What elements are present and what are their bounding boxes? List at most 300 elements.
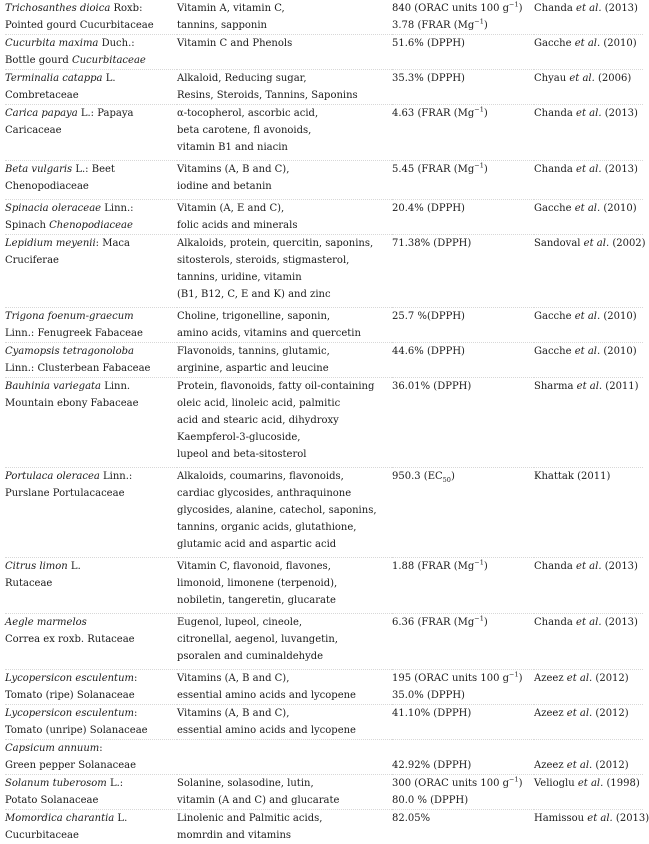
compound-line: cardiac glycosides, anthraquinone <box>177 485 392 502</box>
compound-line: essential amino acids and lycopene <box>177 722 392 739</box>
species-text: L.: <box>107 778 123 789</box>
activity-cell <box>392 558 534 614</box>
compound-line: Vitamin C, flavonoid, flavones, <box>177 558 392 575</box>
compound-line: sitosterols, steroids, stigmasterol, <box>177 252 392 269</box>
reference-cell <box>534 468 643 558</box>
species-line <box>5 468 177 485</box>
species-line <box>5 485 177 502</box>
species-cell <box>5 343 177 378</box>
compound-line: lupeol and beta-sitosterol <box>177 446 392 463</box>
species-cell <box>5 70 177 105</box>
reference-text: Gacche <box>534 38 575 49</box>
et-al: et al. <box>567 760 592 771</box>
reference-text: Azeez <box>534 760 567 771</box>
species-name: Lycopersicon esculentum <box>5 673 134 684</box>
et-al: et al. <box>576 617 601 628</box>
species-line <box>5 827 177 844</box>
activity-text: 1.88 (FRAR (Mg <box>392 561 474 572</box>
activity-line <box>392 200 534 217</box>
activity-line <box>392 740 534 757</box>
activity-text: ) <box>484 561 488 572</box>
activity-line <box>392 378 534 395</box>
superscript: −1 <box>474 18 484 26</box>
compounds-cell <box>177 558 392 614</box>
activity-text: 35.0% (DPPH) <box>392 690 465 701</box>
reference-text: Azeez <box>534 673 567 684</box>
species-cell <box>5 670 177 705</box>
species-line <box>5 558 177 575</box>
table-row <box>5 740 643 775</box>
species-text: L. <box>68 561 81 572</box>
compound-line: Flavonoids, tannins, glutamic, <box>177 343 392 360</box>
species-cell <box>5 775 177 810</box>
species-text: Linn.: <box>100 471 132 482</box>
reference-line <box>534 757 643 774</box>
species-text: Cruciferae <box>5 255 59 266</box>
reference-text: (2010) <box>600 38 636 49</box>
reference-text: Chanda <box>534 561 576 572</box>
activity-line <box>392 792 534 809</box>
species-line <box>5 308 177 325</box>
compound-line: momrdin and vitamins <box>177 827 392 844</box>
reference-line <box>534 705 643 722</box>
reference-line <box>534 105 643 122</box>
species-line <box>5 740 177 757</box>
compound-line: Alkaloids, coumarins, flavonoids, <box>177 468 392 485</box>
reference-cell <box>534 0 643 35</box>
compounds-cell <box>177 670 392 705</box>
species-name: Solanum tuberosom <box>5 778 107 789</box>
activity-cell <box>392 468 534 558</box>
compound-line: essential amino acids and lycopene <box>177 687 392 704</box>
species-cell <box>5 378 177 468</box>
species-name: Momordica charantia <box>5 813 114 824</box>
activity-line <box>392 614 534 631</box>
compound-line: α-tocopherol, ascorbic acid, <box>177 105 392 122</box>
species-text: : <box>134 708 137 719</box>
reference-line <box>534 468 643 485</box>
species-line <box>5 614 177 631</box>
species-text: Purslane Portulacaceae <box>5 488 124 499</box>
compounds-cell <box>177 105 392 161</box>
species-line <box>5 395 177 412</box>
compound-line: Solanine, solasodine, lutin, <box>177 775 392 792</box>
et-al: et al. <box>575 311 600 322</box>
species-text: Green pepper Solanaceae <box>5 760 136 771</box>
reference-text: (2012) <box>592 760 628 771</box>
species-line <box>5 0 177 17</box>
species-name: Carica papaya <box>5 108 78 119</box>
activity-cell <box>392 705 534 740</box>
reference-text: Gacche <box>534 311 575 322</box>
species-name: Citrus limon <box>5 561 68 572</box>
superscript: −1 <box>474 106 484 114</box>
species-line <box>5 17 177 34</box>
superscript: −1 <box>474 615 484 623</box>
reference-text: Sandoval <box>534 238 584 249</box>
activity-cell <box>392 343 534 378</box>
species-name: Cucurbita maxima <box>5 38 98 49</box>
table-row <box>5 810 643 844</box>
compound-line: (B1, B12, C, E and K) and zinc <box>177 286 392 303</box>
activity-line <box>392 810 534 827</box>
activity-cell <box>392 378 534 468</box>
species-line <box>5 775 177 792</box>
compound-line: tannins, organic acids, glutathione, <box>177 519 392 536</box>
compound-line: arginine, aspartic and leucine <box>177 360 392 377</box>
activity-text: ) <box>484 108 488 119</box>
activity-text: 20.4% (DPPH) <box>392 203 465 214</box>
activity-line <box>392 757 534 774</box>
activity-cell <box>392 235 534 308</box>
compounds-cell <box>177 35 392 70</box>
activity-text: 25.7 %(DPPH) <box>392 311 465 322</box>
antioxidant-table <box>5 0 643 844</box>
species-text: L. <box>114 813 127 824</box>
species-text: Combretaceae <box>5 90 79 101</box>
reference-text: Sharma <box>534 381 577 392</box>
activity-text: 5.45 (FRAR (Mg <box>392 164 474 175</box>
compounds-cell <box>177 343 392 378</box>
species-cell <box>5 468 177 558</box>
compounds-cell <box>177 308 392 343</box>
table-row <box>5 200 643 235</box>
reference-text: Chanda <box>534 617 576 628</box>
reference-line <box>534 614 643 631</box>
species-cell <box>5 161 177 200</box>
et-al: et al. <box>576 108 601 119</box>
species-cell <box>5 200 177 235</box>
compounds-cell <box>177 740 392 775</box>
compound-line: vitamin (A and C) and glucarate <box>177 792 392 809</box>
activity-text: 51.6% (DPPH) <box>392 38 465 49</box>
reference-cell <box>534 614 643 670</box>
reference-cell <box>534 775 643 810</box>
reference-cell <box>534 740 643 775</box>
activity-line <box>392 0 534 17</box>
species-text: Mountain ebony Fabaceae <box>5 398 139 409</box>
species-text: Rutaceae <box>5 578 52 589</box>
activity-text: 36.01% (DPPH) <box>392 381 471 392</box>
compound-line: acid and stearic acid, dihydroxy <box>177 412 392 429</box>
species-line <box>5 343 177 360</box>
activity-text: 42.92% (DPPH) <box>392 760 471 771</box>
activity-line <box>392 161 534 178</box>
species-line <box>5 70 177 87</box>
compounds-cell <box>177 775 392 810</box>
table-row <box>5 0 643 35</box>
activity-cell <box>392 614 534 670</box>
activity-line <box>392 670 534 687</box>
table-row <box>5 235 643 308</box>
species-line <box>5 575 177 592</box>
reference-text: Gacche <box>534 203 575 214</box>
activity-line <box>392 558 534 575</box>
et-al: et al. <box>569 73 594 84</box>
species-cell <box>5 558 177 614</box>
species-line <box>5 687 177 704</box>
reference-cell <box>534 200 643 235</box>
activity-cell <box>392 0 534 35</box>
table-body <box>5 0 643 844</box>
species-cell <box>5 740 177 775</box>
et-al: et al. <box>587 813 612 824</box>
compound-line: tannins, uridine, vitamin <box>177 269 392 286</box>
compound-line: folic acids and minerals <box>177 217 392 234</box>
compounds-cell <box>177 468 392 558</box>
reference-cell <box>534 343 643 378</box>
species-name: Lepidium meyenii <box>5 238 96 249</box>
species-text: Correa ex roxb. Rutaceae <box>5 634 135 645</box>
species-name: Cucurbitaceae <box>72 55 146 66</box>
reference-text: Chanda <box>534 164 576 175</box>
compounds-cell <box>177 200 392 235</box>
species-name: Aegle marmelos <box>5 617 87 628</box>
species-text: Chenopodiaceae <box>5 181 89 192</box>
species-text: Potato Solanaceae <box>5 795 98 806</box>
activity-line <box>392 308 534 325</box>
activity-text: 840 (ORAC units 100 g <box>392 3 509 14</box>
activity-text: 80.0 % (DPPH) <box>392 795 468 806</box>
reference-line <box>534 775 643 792</box>
reference-line <box>534 558 643 575</box>
et-al: et al. <box>577 381 602 392</box>
activity-cell <box>392 308 534 343</box>
species-text: : <box>134 673 137 684</box>
reference-text: (2013) <box>613 813 649 824</box>
reference-text: Velioglu <box>534 778 578 789</box>
activity-line <box>392 235 534 252</box>
species-text: Linn.: <box>101 203 133 214</box>
species-text: L.: Beet <box>72 164 115 175</box>
species-line <box>5 810 177 827</box>
species-text: L.: Papaya <box>78 108 134 119</box>
activity-cell <box>392 775 534 810</box>
activity-text: 35.3% (DPPH) <box>392 73 465 84</box>
reference-cell <box>534 235 643 308</box>
activity-text: ) <box>519 3 523 14</box>
species-text: : Maca <box>96 238 130 249</box>
reference-text: Khattak (2011) <box>534 471 610 482</box>
reference-cell <box>534 308 643 343</box>
species-name: Capsicum annuum <box>5 743 99 754</box>
species-cell <box>5 308 177 343</box>
compound-line: oleic acid, linoleic acid, palmitic <box>177 395 392 412</box>
species-name: Lycopersicon esculentum <box>5 708 134 719</box>
species-line <box>5 757 177 774</box>
species-line <box>5 705 177 722</box>
activity-text: 44.6% (DPPH) <box>392 346 465 357</box>
reference-line <box>534 35 643 52</box>
compound-line: Choline, trigonelline, saponin, <box>177 308 392 325</box>
reference-text: (2002) <box>609 238 645 249</box>
compound-line: Vitamins (A, B and C), <box>177 670 392 687</box>
table-row <box>5 70 643 105</box>
species-name: Beta vulgaris <box>5 164 72 175</box>
compound-line: limonoid, limonene (terpenoid), <box>177 575 392 592</box>
compounds-cell <box>177 614 392 670</box>
compound-line: Protein, flavonoids, fatty oil-containing <box>177 378 392 395</box>
table-row <box>5 558 643 614</box>
activity-text: 6.36 (FRAR (Mg <box>392 617 474 628</box>
species-text: Pointed gourd Cucurbitaceae <box>5 20 154 31</box>
et-al: et al. <box>567 673 592 684</box>
reference-text: (2012) <box>592 708 628 719</box>
activity-text: 195 (ORAC units 100 g <box>392 673 509 684</box>
species-cell <box>5 235 177 308</box>
activity-text: ) <box>519 673 523 684</box>
reference-line <box>534 161 643 178</box>
compounds-cell <box>177 705 392 740</box>
activity-line <box>392 468 534 485</box>
activity-cell <box>392 740 534 775</box>
activity-cell <box>392 810 534 844</box>
compound-line: psoralen and cuminaldehyde <box>177 648 392 665</box>
reference-text: Hamissou <box>534 813 587 824</box>
compound-line: beta carotene, fl avonoids, <box>177 122 392 139</box>
reference-text: (2010) <box>600 203 636 214</box>
compound-line: Vitamin C and Phenols <box>177 35 392 52</box>
activity-text: ) <box>484 617 488 628</box>
species-text: Caricaceae <box>5 125 62 136</box>
table-row <box>5 614 643 670</box>
reference-text: (2013) <box>602 617 638 628</box>
species-text: Linn.: Clusterbean Fabaceae <box>5 363 150 374</box>
compound-line: iodine and betanin <box>177 178 392 195</box>
compounds-cell <box>177 161 392 200</box>
et-al: et al. <box>584 238 609 249</box>
table-row <box>5 670 643 705</box>
species-line <box>5 161 177 178</box>
activity-text: ) <box>484 20 488 31</box>
species-cell <box>5 614 177 670</box>
species-line <box>5 200 177 217</box>
table-row <box>5 468 643 558</box>
superscript: −1 <box>509 776 519 784</box>
reference-cell <box>534 70 643 105</box>
activity-line <box>392 705 534 722</box>
species-line <box>5 360 177 377</box>
reference-text: Azeez <box>534 708 567 719</box>
species-text: Spinach <box>5 220 49 231</box>
reference-text: (1998) <box>603 778 639 789</box>
activity-text: ) <box>484 164 488 175</box>
species-line <box>5 35 177 52</box>
species-cell <box>5 105 177 161</box>
species-line <box>5 235 177 252</box>
superscript: −1 <box>509 671 519 679</box>
et-al: et al. <box>578 778 603 789</box>
species-name: Terminalia catappa <box>5 73 103 84</box>
reference-line <box>534 343 643 360</box>
species-line <box>5 792 177 809</box>
superscript: −1 <box>474 162 484 170</box>
reference-line <box>534 200 643 217</box>
activity-text: 950.3 (EC <box>392 471 443 482</box>
reference-text: (2013) <box>602 3 638 14</box>
compound-line: Vitamins (A, B and C), <box>177 161 392 178</box>
species-line <box>5 252 177 269</box>
reference-line <box>534 378 643 395</box>
species-name: Bauhinia variegata <box>5 381 101 392</box>
compound-line: Eugenol, lupeol, cineole, <box>177 614 392 631</box>
table-row <box>5 161 643 200</box>
compound-line: nobiletin, tangeretin, glucarate <box>177 592 392 609</box>
table-row <box>5 308 643 343</box>
species-line <box>5 217 177 234</box>
species-text: Cucurbitaceae <box>5 830 79 841</box>
species-line <box>5 52 177 69</box>
reference-text: (2010) <box>600 346 636 357</box>
table-row <box>5 105 643 161</box>
species-cell <box>5 0 177 35</box>
compound-line: citronellal, aegenol, luvangetin, <box>177 631 392 648</box>
activity-line <box>392 775 534 792</box>
species-name: Trigona foenum-graecum <box>5 311 134 322</box>
activity-cell <box>392 35 534 70</box>
species-text: Duch.: <box>98 38 134 49</box>
et-al: et al. <box>575 346 600 357</box>
species-name: Portulaca oleracea <box>5 471 100 482</box>
compound-line: Resins, Steroids, Tannins, Saponins <box>177 87 392 104</box>
species-text: Roxb: <box>110 3 142 14</box>
species-line <box>5 722 177 739</box>
reference-text: (2013) <box>602 164 638 175</box>
reference-line <box>534 308 643 325</box>
species-cell <box>5 810 177 844</box>
et-al: et al. <box>575 203 600 214</box>
species-text: : <box>99 743 102 754</box>
reference-text: (2012) <box>592 673 628 684</box>
subscript: 50 <box>443 476 451 484</box>
compound-line: Linolenic and Palmitic acids, <box>177 810 392 827</box>
compound-line: Vitamins (A, B and C), <box>177 705 392 722</box>
compounds-cell <box>177 378 392 468</box>
species-name: Cyamopsis tetragonoloba <box>5 346 134 357</box>
species-line <box>5 105 177 122</box>
activity-text: 71.38% (DPPH) <box>392 238 471 249</box>
reference-line <box>534 70 643 87</box>
activity-line <box>392 17 534 34</box>
reference-cell <box>534 161 643 200</box>
activity-cell <box>392 670 534 705</box>
compound-line: Vitamin (A, E and C), <box>177 200 392 217</box>
reference-text: (2006) <box>595 73 631 84</box>
activity-text: 3.78 (FRAR (Mg <box>392 20 474 31</box>
activity-cell <box>392 105 534 161</box>
activity-text: 300 (ORAC units 100 g <box>392 778 509 789</box>
species-line <box>5 178 177 195</box>
reference-line <box>534 0 643 17</box>
species-line <box>5 631 177 648</box>
compound-line: tannins, sapponin <box>177 17 392 34</box>
reference-line <box>534 235 643 252</box>
species-text: Tomato (ripe) Solanaceae <box>5 690 135 701</box>
reference-cell <box>534 558 643 614</box>
compound-line: Alkaloids, protein, quercitin, saponins, <box>177 235 392 252</box>
activity-cell <box>392 161 534 200</box>
compound-line: glycosides, alanine, catechol, saponins, <box>177 502 392 519</box>
reference-text: (2013) <box>602 561 638 572</box>
reference-cell <box>534 705 643 740</box>
reference-cell <box>534 35 643 70</box>
reference-text: Chanda <box>534 3 576 14</box>
compounds-cell <box>177 235 392 308</box>
species-line <box>5 87 177 104</box>
compounds-cell <box>177 0 392 35</box>
et-al: et al. <box>576 561 601 572</box>
activity-text: 4.63 (FRAR (Mg <box>392 108 474 119</box>
